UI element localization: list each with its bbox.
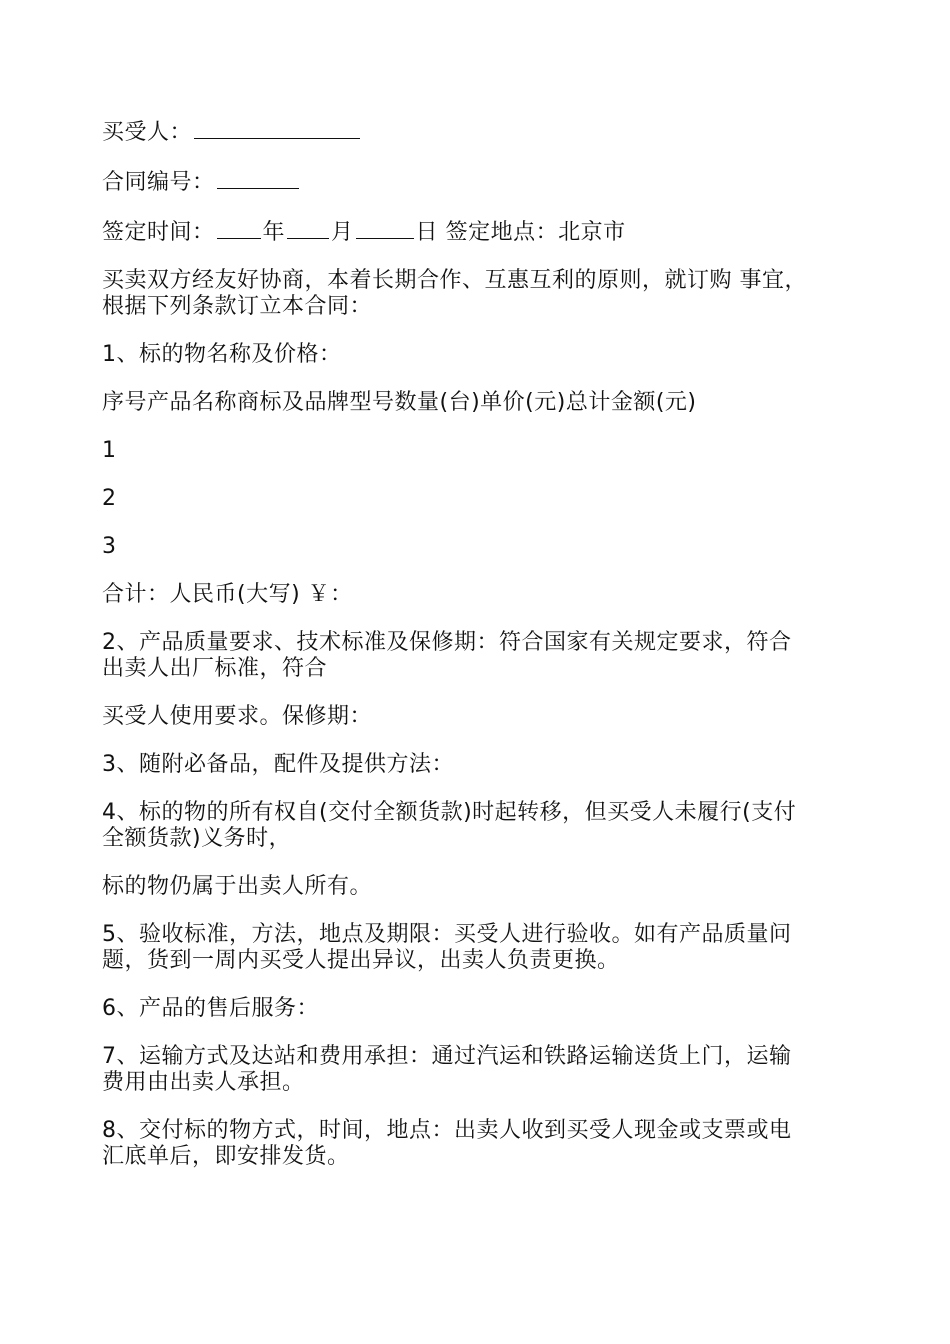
clause-2-line-1: 2、产品质量要求、技术标准及保修期：符合国家有关规定要求，符合 <box>102 630 792 655</box>
clause-1: 1、标的物名称及价格： <box>102 342 342 367</box>
clause-4-line-2: 全额货款)义务时， <box>102 826 292 851</box>
table-row-1: 1 <box>102 438 117 463</box>
intro-line-1: 买卖双方经友好协商，本着长期合作、互惠互利的原则，就订购 事宜， <box>102 268 807 293</box>
table-row-3: 3 <box>102 534 117 559</box>
clause-8-line-2: 汇底单后，即安排发货。 <box>102 1144 350 1169</box>
buyer-line <box>102 118 862 146</box>
contract-number-line <box>102 168 862 196</box>
clause-8 <box>102 1118 862 1170</box>
month-blank <box>287 218 329 239</box>
clause-4-line-1: 4、标的物的所有权自(交付全额货款)时起转移，但买受人未履行(支付 <box>102 800 797 825</box>
clause-7 <box>102 1044 862 1096</box>
year-label: 年 <box>262 220 286 245</box>
table-row-2: 2 <box>102 486 117 511</box>
clause-5-line-1: 5、验收标准，方法，地点及期限：买受人进行验收。如有产品质量问 <box>102 922 792 947</box>
clause-8-line-1: 8、交付标的物方式，时间，地点：出卖人收到买受人现金或支票或电 <box>102 1118 792 1143</box>
intro-line-2: 根据下列条款订立本合同： <box>102 294 373 319</box>
sign-time-line <box>102 218 862 246</box>
clause-3: 3、随附必备品，配件及提供方法： <box>102 752 454 777</box>
clause-7-line-1: 7、运输方式及达站和费用承担：通过汽运和铁路运输送货上门，运输 <box>102 1044 792 1069</box>
clause-2-line-2: 出卖人出厂标准，符合 <box>102 656 328 681</box>
contract-number-label: 合同编号： <box>102 170 215 195</box>
buyer-label: 买受人： <box>102 120 193 145</box>
year-blank <box>217 218 261 239</box>
total-line: 合计：人民币(大写) ￥： <box>102 582 353 607</box>
day-blank <box>356 218 414 239</box>
clause-4 <box>102 800 862 852</box>
table-header: 序号产品名称商标及品牌型号数量(台)单价(元)总计金额(元) <box>102 390 697 415</box>
contract-document <box>102 118 862 1192</box>
sign-place: 签定地点：北京市 <box>445 220 626 245</box>
clause-7-line-2: 费用由出卖人承担。 <box>102 1070 305 1095</box>
clause-4-continued: 标的物仍属于出卖人所有。 <box>102 874 373 899</box>
month-label: 月 <box>331 220 354 245</box>
clause-2 <box>102 630 862 682</box>
clause-5 <box>102 922 862 974</box>
clause-6: 6、产品的售后服务： <box>102 996 319 1021</box>
clause-2-continued: 买受人使用要求。保修期： <box>102 704 373 729</box>
intro-paragraph <box>102 268 862 320</box>
buyer-blank <box>194 118 360 139</box>
contract-number-blank <box>217 168 299 189</box>
clause-5-line-2: 题，货到一周内买受人提出异议，出卖人负责更换。 <box>102 948 620 973</box>
sign-time-label: 签定时间： <box>102 220 215 245</box>
day-label: 日 <box>415 220 439 245</box>
